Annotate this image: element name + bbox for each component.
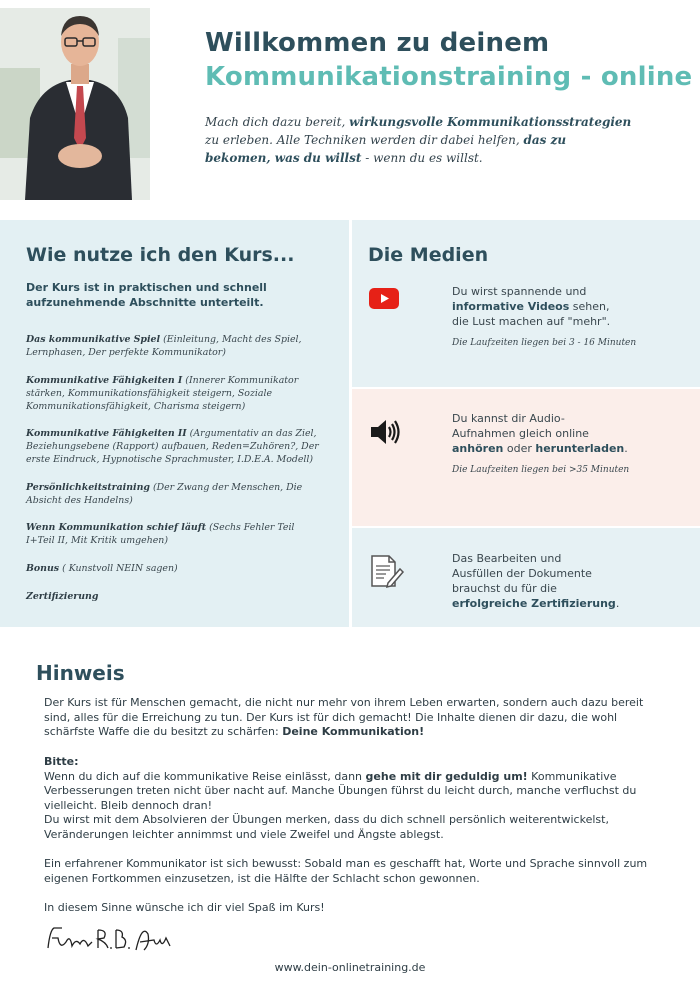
video-description: Du wirst spannende und informative Videos sehen, die Lust machen auf "mehr".	[452, 285, 611, 328]
youtube-icon	[369, 288, 399, 313]
course-item: Wenn Kommunikation schief läuft (Sechs Fehler Teil I+Teil II, Mit Kritik umgehen)	[26, 522, 295, 546]
document-edit-icon	[369, 553, 405, 593]
hinweis-paragraph-3: Ein erfahrener Kommunikator ist sich bewusst: Sobald man es geschafft hat, Worte und Sprache sinnvoll zum eigenen Fortkommen einzusetzen, ist die Hälfte der Schlacht schon gewonnen.	[44, 857, 648, 885]
panel-divider	[349, 220, 352, 627]
intro-text: Mach dich dazu bereit, wirkungsvolle Kommunikationsstrategien zu erleben. Alle Techniken werden dir dabei helfen, das zu bekomen, was du willst - wenn du es willst.	[205, 115, 632, 165]
portrait-photo	[0, 8, 150, 200]
course-item: Kommunikative Fähigkeiten I (Innerer Kommunikator stärken, Kommunikationsfähigkeit steigern, Soziale Kommunikationsfähigkeit, Charisma steigern)	[26, 375, 299, 412]
course-item: Das kommunikative Spiel (Einleitung, Macht des Spiel, Lernphasen, Der perfekte Kommunikator)	[26, 334, 302, 358]
speaker-icon	[369, 418, 401, 450]
media-panel-audio	[352, 389, 700, 526]
audio-runtime-note: Die Laufzeiten liegen bei >35 Minuten	[452, 465, 630, 475]
hinweis-heading: Hinweis	[36, 661, 125, 685]
footer-url: www.dein-onlinetraining.de	[274, 961, 426, 974]
course-item: Persönlichkeitstraining (Der Zwang der Menschen, Die Absicht des Handelns)	[26, 482, 303, 506]
course-item: Kommunikative Fähigkeiten II (Argumentativ an das Ziel, Beziehungsebene (Rapport) aufbauen, Reden=Zuhören?, Der erste Eindruck, Hypnotische Sprachmuster, I.D.E.A. Modell)	[26, 428, 319, 465]
page-title-line1: Willkommen zu deinem	[205, 28, 550, 58]
page-title-line2: Kommunikationstraining - online	[205, 62, 693, 92]
video-runtime-note: Die Laufzeiten liegen bei 3 - 16 Minuten	[452, 338, 637, 348]
course-item: Zertifizierung	[26, 591, 99, 602]
course-lead: Der Kurs ist in praktischen und schnell aufzunehmende Abschnitte unterteilt.	[26, 281, 267, 309]
signature	[44, 920, 174, 960]
hinweis-paragraph-1: Der Kurs ist für Menschen gemacht, die nicht nur mehr von ihrem Leben erwarten, sondern auch dazu bereit sind, alles für die Erreichung zu tun. Der Kurs ist für dich gemacht! Die Inhalte dienen dir dazu, die wohl schärfste Waffe die du besitzt zu schärfen: Deine Kommunikation!	[44, 696, 644, 739]
docs-description: Das Bearbeiten und Ausfüllen der Dokumente brauchst du für die erfolgreiche Zertifizierung.	[452, 552, 620, 610]
hinweis-paragraph-2: Bitte: Wenn du dich auf die kommunikative Reise einlässt, dann gehe mit dir geduldig um! Kommunikative Verbesserungen treten nicht über nacht auf. Manche Übungen führst du leicht durch, manche verfluchst du vielleicht. Bleib dennoch dran! Du wirst mit dem Absolvieren der Übungen merken, dass du dich schnell persönlich weiterentwickelst, Veränderungen leichter annimmst und viele Zweifel und Ängste ablegst.	[44, 755, 637, 841]
course-item: Bonus ( Kunstvoll NEIN sagen)	[26, 563, 178, 574]
audio-description: Du kannst dir Audio- Aufnahmen gleich online anhören oder herunterladen.	[452, 412, 628, 455]
hinweis-paragraph-4: In diesem Sinne wünsche ich dir viel Spaß im Kurs!	[44, 901, 325, 914]
course-heading: Wie nutze ich den Kurs...	[26, 244, 295, 266]
media-heading: Die Medien	[368, 244, 489, 266]
